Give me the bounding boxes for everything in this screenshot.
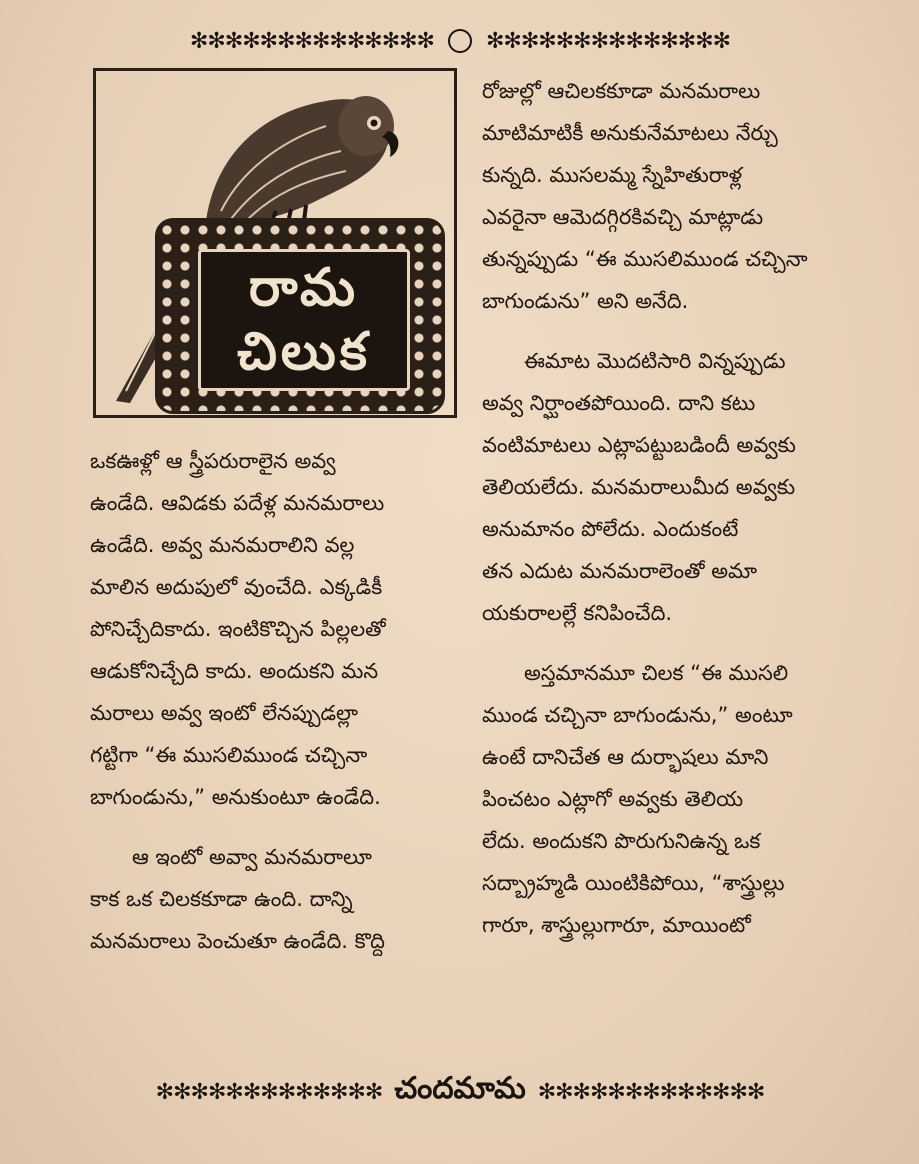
right-paragraph-3: [482, 652, 862, 946]
bottom-ornament-border: [70, 1068, 850, 1116]
right-text-column: [482, 70, 862, 946]
rama-chiluka-sign: [155, 218, 445, 414]
text-line: రోజుల్లో ఆచిలకకూడా మనమరాలు: [482, 79, 761, 103]
text-line: ఉండేది. అవ్వ మనమరాలిని వల్ల: [90, 533, 355, 557]
text-line: ఆ ఇంటో అవ్వా మనమరాలూ: [132, 845, 372, 869]
text-line: గట్టిగా “ఈ ముసలిముండ చచ్చినా: [90, 743, 368, 767]
text-line: లేదు. అందుకని పొరుగునిఉన్న ఒక: [482, 829, 761, 853]
right-paragraph-1: [482, 70, 862, 322]
text-line: ఉండేది. ఆవిడకు పదేళ్ల మనమరాలు: [90, 491, 385, 515]
text-line: కున్నది. ముసలమ్మ స్నేహితురాళ్ల: [482, 163, 743, 187]
sign-title-panel: [198, 249, 410, 391]
text-line: మాలిన అదుపులో వుంచేది. ఎక్కడికీ: [90, 575, 383, 599]
text-line: కాక ఒక చిలకకూడా ఉంది. దాన్ని: [90, 887, 353, 911]
left-text-column: [90, 440, 470, 962]
right-paragraph-2: [482, 340, 862, 634]
text-line: ఈమాట మొదటిసారి విన్నప్పుడు: [524, 349, 786, 373]
text-line: బాగుండును” అని అనేది.: [482, 289, 689, 313]
text-line: మరాలు అవ్వ ఇంటో లేనప్పుడల్లా: [90, 701, 359, 725]
text-line: ఉంటే దానిచేత ఆ దుర్భాషలు మాని: [482, 745, 769, 769]
text-line: మనమరాలు పెంచుతూ ఉండేది. కొద్ది: [90, 929, 385, 953]
left-paragraph-2: [90, 836, 470, 962]
bottom-ornament-left: ✻✻✻✻✻✻✻✻✻✻✻✻✻: [155, 1079, 383, 1105]
sign-title-line1: రామ: [248, 258, 360, 318]
top-ornament-border: [70, 22, 850, 60]
top-ornament-left: ✻✻✻✻✻✻✻✻✻✻✻✻✻✻: [189, 28, 434, 54]
text-line: తన ఎదుట మనమరాలెంతో అమా: [482, 559, 757, 583]
text-line: అనుమానం పోలేదు. ఎందుకంటే: [482, 517, 739, 541]
magazine-name: చందమామ: [394, 1071, 526, 1106]
text-line: ఒకఊళ్లో ఆ స్త్రీపరురాలైన అవ్వ: [90, 449, 336, 473]
circle-ornament-icon: [448, 29, 472, 53]
text-line: బాగుండును,” అనుకుంటూ ఉండేది.: [90, 785, 381, 809]
text-line: సద్బ్రాహ్మడి యింటికిపోయి, “శాస్త్రుల్లు: [482, 871, 785, 895]
left-paragraph-1: [90, 440, 470, 818]
text-line: ముండ చచ్చినా బాగుండును,” అంటూ: [482, 703, 793, 727]
sign-title-line2: చిలుక: [237, 322, 371, 382]
text-line: తెలియలేదు. మనమరాలుమీద అవ్వకు: [482, 475, 796, 499]
text-line: అవ్వ నిర్ఘాంతపోయింది. దాని కటు: [482, 391, 756, 415]
text-line: పోనిచ్చేదికాదు. ఇంటికొచ్చిన పిల్లలతో: [90, 617, 386, 641]
text-line: యకురాలల్లే కనిపించేది.: [482, 601, 673, 625]
text-line: మాటిమాటికీ అనుకునేమాటలు నేర్చు: [482, 121, 778, 145]
text-line: ఆడుకోనిచ్చేది కాదు. అందుకని మన: [90, 659, 379, 683]
text-line: ఎవరైనా ఆమెదగ్గిరకివచ్చి మాట్లాడు: [482, 205, 764, 229]
text-line: పించటం ఎట్లాగో అవ్వకు తెలియ: [482, 787, 744, 811]
top-ornament-right: ✻✻✻✻✻✻✻✻✻✻✻✻✻✻: [486, 28, 731, 54]
text-line: వంటిమాటలు ఎట్లాపట్టుబడిందీ అవ్వకు: [482, 433, 796, 457]
text-line: అస్తమానమూ చిలక “ఈ ముసలి: [524, 661, 789, 685]
text-line: గారూ, శాస్త్రుల్లుగారూ, మాయింటో: [482, 913, 751, 937]
bottom-ornament-right: ✻✻✻✻✻✻✻✻✻✻✻✻✻: [537, 1079, 765, 1105]
text-line: తున్నప్పుడు “ఈ ముసలిముండ చచ్చినా: [482, 247, 808, 271]
